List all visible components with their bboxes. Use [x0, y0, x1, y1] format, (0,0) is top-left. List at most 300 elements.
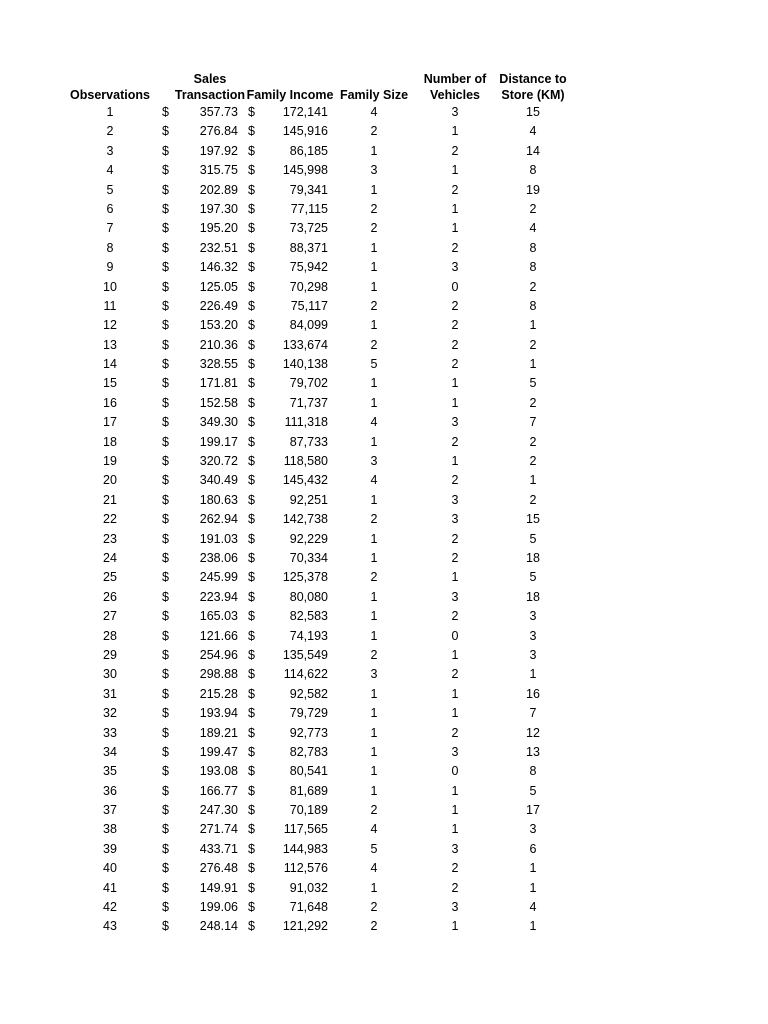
observation-cell: 32 — [103, 706, 117, 721]
vehicles-cell: 2 — [451, 880, 459, 895]
family-size-cell: 1 — [370, 744, 378, 759]
family-size-cell: 2 — [370, 570, 378, 585]
family-size-cell: 4 — [370, 415, 378, 430]
observation-cell: 35 — [103, 764, 117, 779]
vehicles-cell: 1 — [451, 686, 459, 701]
header-distance-line2: Store (KM) — [501, 87, 565, 102]
family-size-cell: 1 — [370, 589, 378, 604]
family-income-cell: 145,432 — [282, 473, 328, 488]
family-income-cell: 144,983 — [282, 841, 328, 856]
currency-symbol: $ — [248, 105, 255, 119]
sales-cell: 121.66 — [199, 628, 238, 643]
currency-symbol: $ — [162, 376, 169, 391]
family-size-cell: 2 — [370, 337, 378, 352]
family-income-cell: 87,733 — [289, 434, 328, 449]
sales-cell: 247.30 — [199, 803, 238, 818]
family-size-cell: 3 — [370, 454, 378, 469]
distance-cell: 8 — [529, 298, 537, 313]
sales-cell: 215.28 — [199, 686, 238, 701]
vehicles-cell: 3 — [451, 492, 459, 507]
currency-symbol: $ — [248, 492, 255, 507]
observation-cell: 21 — [103, 492, 117, 507]
currency-symbol: $ — [248, 803, 255, 818]
observation-cell: 3 — [106, 143, 114, 158]
observation-cell: 28 — [103, 628, 117, 643]
sales-cell: 193.94 — [199, 706, 238, 721]
currency-symbol: $ — [248, 861, 255, 876]
header-family-size: Family Size — [339, 87, 409, 102]
currency-symbol: $ — [162, 260, 169, 275]
currency-symbol: $ — [162, 744, 169, 759]
vehicles-cell: 2 — [451, 357, 459, 372]
distance-cell: 6 — [529, 841, 537, 856]
family-income-cell: 79,702 — [289, 376, 328, 391]
family-size-cell: 5 — [370, 841, 378, 856]
sales-cell: 223.94 — [199, 589, 238, 604]
distance-cell: 19 — [526, 182, 540, 197]
family-size-cell: 1 — [370, 376, 378, 391]
distance-cell: 17 — [526, 803, 540, 818]
distance-cell: 2 — [529, 454, 537, 469]
distance-cell: 3 — [529, 609, 537, 624]
currency-symbol: $ — [162, 667, 169, 682]
currency-symbol: $ — [162, 337, 169, 352]
family-size-cell: 2 — [370, 298, 378, 313]
vehicles-cell: 3 — [451, 260, 459, 275]
distance-cell: 15 — [526, 512, 540, 527]
currency-symbol: $ — [162, 841, 169, 856]
currency-symbol: $ — [162, 589, 169, 604]
observation-cell: 14 — [103, 357, 117, 372]
distance-cell: 5 — [529, 531, 537, 546]
currency-symbol: $ — [248, 822, 255, 837]
family-size-cell: 2 — [370, 512, 378, 527]
family-size-cell: 3 — [370, 163, 378, 178]
observation-cell: 43 — [103, 919, 117, 934]
vehicles-cell: 1 — [451, 647, 459, 662]
observation-cell: 30 — [103, 667, 117, 682]
distance-cell: 8 — [529, 240, 537, 255]
currency-symbol: $ — [248, 124, 255, 139]
currency-symbol: $ — [162, 434, 169, 449]
currency-symbol: $ — [162, 764, 169, 779]
currency-symbol: $ — [248, 163, 255, 178]
currency-symbol: $ — [162, 454, 169, 469]
currency-symbol: $ — [248, 182, 255, 197]
header-sales-line2: Transaction — [174, 87, 246, 102]
family-size-cell: 2 — [370, 221, 378, 236]
family-size-cell: 2 — [370, 803, 378, 818]
header-vehicles-line1: Number of — [423, 72, 487, 86]
vehicles-cell: 3 — [451, 589, 459, 604]
family-income-cell: 135,549 — [282, 647, 328, 662]
currency-symbol: $ — [248, 357, 255, 372]
observation-cell: 4 — [106, 163, 114, 178]
vehicles-cell: 2 — [451, 298, 459, 313]
vehicles-cell: 2 — [451, 240, 459, 255]
observation-cell: 41 — [103, 880, 117, 895]
currency-symbol: $ — [162, 201, 169, 216]
observation-cell: 11 — [103, 298, 117, 313]
observation-cell: 18 — [103, 434, 117, 449]
family-size-cell: 1 — [370, 260, 378, 275]
sales-cell: 232.51 — [199, 240, 238, 255]
family-size-cell: 4 — [370, 822, 378, 837]
observation-cell: 23 — [103, 531, 117, 546]
currency-symbol: $ — [162, 182, 169, 197]
header-sales-line1: Sales — [193, 72, 227, 86]
family-size-cell: 1 — [370, 143, 378, 158]
currency-symbol: $ — [162, 143, 169, 158]
vehicles-cell: 2 — [451, 182, 459, 197]
distance-cell: 15 — [526, 105, 540, 119]
distance-cell: 7 — [529, 415, 537, 430]
distance-cell: 1 — [529, 357, 537, 372]
distance-cell: 16 — [526, 686, 540, 701]
vehicles-cell: 2 — [451, 550, 459, 565]
family-size-cell: 1 — [370, 531, 378, 546]
family-size-cell: 1 — [370, 609, 378, 624]
family-size-cell: 1 — [370, 240, 378, 255]
currency-symbol: $ — [162, 240, 169, 255]
family-size-cell: 5 — [370, 357, 378, 372]
family-income-cell: 82,583 — [289, 609, 328, 624]
distance-cell: 2 — [529, 279, 537, 294]
currency-symbol: $ — [162, 357, 169, 372]
distance-cell: 2 — [529, 201, 537, 216]
distance-cell: 1 — [529, 473, 537, 488]
sales-cell: 146.32 — [199, 260, 238, 275]
header-family-income: Family Income — [246, 87, 334, 102]
vehicles-cell: 2 — [451, 143, 459, 158]
family-income-cell: 70,189 — [289, 803, 328, 818]
currency-symbol: $ — [162, 686, 169, 701]
sales-cell: 245.99 — [199, 570, 238, 585]
currency-symbol: $ — [162, 415, 169, 430]
family-income-cell: 84,099 — [289, 318, 328, 333]
currency-symbol: $ — [162, 861, 169, 876]
currency-symbol: $ — [162, 609, 169, 624]
currency-symbol: $ — [248, 337, 255, 352]
currency-symbol: $ — [162, 298, 169, 313]
currency-symbol: $ — [248, 318, 255, 333]
sales-cell: 199.47 — [199, 744, 238, 759]
currency-symbol: $ — [248, 454, 255, 469]
currency-symbol: $ — [248, 143, 255, 158]
sales-cell: 199.17 — [199, 434, 238, 449]
observation-cell: 19 — [103, 454, 117, 469]
sales-cell: 357.73 — [199, 105, 238, 119]
distance-cell: 2 — [529, 492, 537, 507]
sales-cell: 153.20 — [199, 318, 238, 333]
vehicles-cell: 0 — [451, 628, 459, 643]
sales-cell: 276.48 — [199, 861, 238, 876]
vehicles-cell: 1 — [451, 221, 459, 236]
distance-cell: 5 — [529, 570, 537, 585]
currency-symbol: $ — [162, 221, 169, 236]
distance-cell: 7 — [529, 706, 537, 721]
currency-symbol: $ — [162, 512, 169, 527]
sales-cell: 315.75 — [199, 163, 238, 178]
vehicles-cell: 1 — [451, 395, 459, 410]
observation-cell: 2 — [106, 124, 114, 139]
observation-cell: 13 — [103, 337, 117, 352]
observation-cell: 16 — [103, 395, 117, 410]
observation-cell: 34 — [103, 744, 117, 759]
vehicles-cell: 1 — [451, 454, 459, 469]
vehicles-cell: 2 — [451, 337, 459, 352]
distance-cell: 2 — [529, 434, 537, 449]
vehicles-cell: 2 — [451, 531, 459, 546]
currency-symbol: $ — [162, 124, 169, 139]
family-size-cell: 1 — [370, 783, 378, 798]
family-size-cell: 1 — [370, 686, 378, 701]
sales-cell: 191.03 — [199, 531, 238, 546]
currency-symbol: $ — [248, 647, 255, 662]
vehicles-cell: 3 — [451, 900, 459, 915]
header-distance-line1: Distance to — [499, 72, 567, 86]
distance-cell: 3 — [529, 628, 537, 643]
family-size-cell: 1 — [370, 434, 378, 449]
sales-cell: 165.03 — [199, 609, 238, 624]
distance-cell: 3 — [529, 647, 537, 662]
sales-cell: 189.21 — [199, 725, 238, 740]
observation-cell: 5 — [106, 182, 114, 197]
currency-symbol: $ — [248, 744, 255, 759]
vehicles-cell: 2 — [451, 318, 459, 333]
currency-symbol: $ — [248, 221, 255, 236]
distance-cell: 4 — [529, 221, 537, 236]
distance-cell: 1 — [529, 919, 537, 934]
currency-symbol: $ — [248, 473, 255, 488]
sales-cell: 210.36 — [199, 337, 238, 352]
vehicles-cell: 1 — [451, 919, 459, 934]
currency-symbol: $ — [248, 512, 255, 527]
family-income-cell: 77,115 — [290, 201, 328, 216]
family-income-cell: 112,576 — [283, 861, 328, 876]
observation-cell: 39 — [103, 841, 117, 856]
sales-cell: 248.14 — [199, 919, 238, 934]
vehicles-cell: 1 — [451, 376, 459, 391]
family-income-cell: 125,378 — [282, 570, 328, 585]
family-income-cell: 73,725 — [289, 221, 328, 236]
observation-cell: 8 — [106, 240, 114, 255]
vehicles-cell: 2 — [451, 667, 459, 682]
currency-symbol: $ — [162, 803, 169, 818]
currency-symbol: $ — [162, 647, 169, 662]
vehicles-cell: 2 — [451, 473, 459, 488]
currency-symbol: $ — [248, 841, 255, 856]
sales-cell: 349.30 — [199, 415, 238, 430]
family-size-cell: 3 — [370, 667, 378, 682]
family-size-cell: 2 — [370, 124, 378, 139]
observation-cell: 6 — [106, 201, 114, 216]
vehicles-cell: 3 — [451, 105, 459, 119]
sales-cell: 197.30 — [199, 201, 238, 216]
currency-symbol: $ — [248, 395, 255, 410]
observation-cell: 17 — [103, 415, 117, 430]
family-income-cell: 118,580 — [283, 454, 328, 469]
currency-symbol: $ — [162, 550, 169, 565]
family-size-cell: 1 — [370, 628, 378, 643]
vehicles-cell: 1 — [451, 803, 459, 818]
family-income-cell: 111,318 — [284, 415, 328, 430]
vehicles-cell: 1 — [451, 706, 459, 721]
family-income-cell: 121,292 — [282, 919, 328, 934]
family-income-cell: 92,773 — [289, 725, 328, 740]
distance-cell: 14 — [526, 143, 540, 158]
distance-cell: 8 — [529, 260, 537, 275]
currency-symbol: $ — [248, 298, 255, 313]
sales-cell: 202.89 — [199, 182, 238, 197]
family-size-cell: 4 — [370, 861, 378, 876]
family-income-cell: 81,689 — [289, 783, 328, 798]
currency-symbol: $ — [248, 686, 255, 701]
family-size-cell: 4 — [370, 473, 378, 488]
observation-cell: 25 — [103, 570, 117, 585]
vehicles-cell: 2 — [451, 861, 459, 876]
vehicles-cell: 1 — [451, 124, 459, 139]
currency-symbol: $ — [248, 415, 255, 430]
family-income-cell: 92,229 — [289, 531, 328, 546]
vehicles-cell: 3 — [451, 415, 459, 430]
currency-symbol: $ — [162, 628, 169, 643]
observation-cell: 24 — [103, 550, 117, 565]
sales-cell: 226.49 — [199, 298, 238, 313]
vehicles-cell: 3 — [451, 841, 459, 856]
currency-symbol: $ — [248, 240, 255, 255]
currency-symbol: $ — [248, 434, 255, 449]
currency-symbol: $ — [248, 279, 255, 294]
sales-cell: 171.81 — [199, 376, 238, 391]
family-size-cell: 2 — [370, 201, 378, 216]
vehicles-cell: 1 — [451, 201, 459, 216]
distance-cell: 5 — [529, 783, 537, 798]
family-size-cell: 4 — [370, 105, 378, 119]
currency-symbol: $ — [248, 260, 255, 275]
distance-cell: 4 — [529, 900, 537, 915]
family-income-cell: 75,942 — [289, 260, 328, 275]
observation-cell: 37 — [103, 803, 117, 818]
currency-symbol: $ — [162, 822, 169, 837]
vehicles-cell: 2 — [451, 609, 459, 624]
family-income-cell: 145,998 — [282, 163, 328, 178]
currency-symbol: $ — [248, 706, 255, 721]
family-income-cell: 142,738 — [282, 512, 328, 527]
currency-symbol: $ — [162, 725, 169, 740]
currency-symbol: $ — [162, 105, 169, 119]
currency-symbol: $ — [248, 725, 255, 740]
family-size-cell: 1 — [370, 725, 378, 740]
currency-symbol: $ — [248, 900, 255, 915]
distance-cell: 1 — [529, 667, 537, 682]
currency-symbol: $ — [162, 570, 169, 585]
family-income-cell: 92,251 — [289, 492, 328, 507]
family-income-cell: 145,916 — [282, 124, 328, 139]
family-income-cell: 92,582 — [289, 686, 328, 701]
observation-cell: 29 — [103, 647, 117, 662]
currency-symbol: $ — [248, 667, 255, 682]
sales-cell: 298.88 — [199, 667, 238, 682]
sales-cell: 125.05 — [199, 279, 238, 294]
sales-cell: 276.84 — [199, 124, 238, 139]
sales-cell: 328.55 — [199, 357, 238, 372]
currency-symbol: $ — [162, 473, 169, 488]
family-size-cell: 1 — [370, 764, 378, 779]
distance-cell: 5 — [529, 376, 537, 391]
sales-cell: 340.49 — [199, 473, 238, 488]
currency-symbol: $ — [248, 919, 255, 934]
observation-cell: 22 — [103, 512, 117, 527]
vehicles-cell: 1 — [451, 570, 459, 585]
distance-cell: 2 — [529, 337, 537, 352]
vehicles-cell: 3 — [451, 744, 459, 759]
currency-symbol: $ — [162, 492, 169, 507]
vehicles-cell: 3 — [451, 512, 459, 527]
vehicles-cell: 2 — [451, 725, 459, 740]
distance-cell: 8 — [529, 764, 537, 779]
sales-cell: 271.74 — [199, 822, 238, 837]
distance-cell: 1 — [529, 318, 537, 333]
currency-symbol: $ — [248, 609, 255, 624]
currency-symbol: $ — [248, 589, 255, 604]
header-observations: Observations — [70, 87, 150, 102]
observation-cell: 26 — [103, 589, 117, 604]
currency-symbol: $ — [248, 201, 255, 216]
family-size-cell: 1 — [370, 395, 378, 410]
currency-symbol: $ — [162, 919, 169, 934]
currency-symbol: $ — [162, 531, 169, 546]
family-income-cell: 70,298 — [289, 279, 328, 294]
distance-cell: 2 — [529, 395, 537, 410]
family-income-cell: 70,334 — [289, 550, 328, 565]
observation-cell: 9 — [106, 260, 114, 275]
family-size-cell: 1 — [370, 880, 378, 895]
distance-cell: 12 — [526, 725, 540, 740]
sales-cell: 320.72 — [199, 454, 238, 469]
family-income-cell: 79,341 — [289, 182, 328, 197]
observation-cell: 36 — [103, 783, 117, 798]
currency-symbol: $ — [162, 318, 169, 333]
sales-cell: 195.20 — [199, 221, 238, 236]
family-size-cell: 1 — [370, 318, 378, 333]
distance-cell: 4 — [529, 124, 537, 139]
observation-cell: 20 — [103, 473, 117, 488]
observation-cell: 33 — [103, 725, 117, 740]
currency-symbol: $ — [248, 880, 255, 895]
family-income-cell: 86,185 — [289, 143, 328, 158]
distance-cell: 1 — [529, 861, 537, 876]
sales-cell: 149.91 — [199, 880, 238, 895]
sales-cell: 166.77 — [199, 783, 238, 798]
sales-cell: 262.94 — [199, 512, 238, 527]
currency-symbol: $ — [248, 783, 255, 798]
observation-cell: 12 — [103, 318, 117, 333]
observation-cell: 10 — [103, 279, 117, 294]
sales-cell: 152.58 — [199, 395, 238, 410]
family-income-cell: 91,032 — [289, 880, 328, 895]
observation-cell: 31 — [103, 686, 117, 701]
currency-symbol: $ — [162, 880, 169, 895]
header-vehicles-line2: Vehicles — [429, 87, 481, 102]
vehicles-cell: 1 — [451, 163, 459, 178]
currency-symbol: $ — [162, 783, 169, 798]
currency-symbol: $ — [248, 764, 255, 779]
currency-symbol: $ — [162, 279, 169, 294]
distance-cell: 8 — [529, 163, 537, 178]
family-income-cell: 74,193 — [289, 628, 328, 643]
distance-cell: 18 — [526, 550, 540, 565]
